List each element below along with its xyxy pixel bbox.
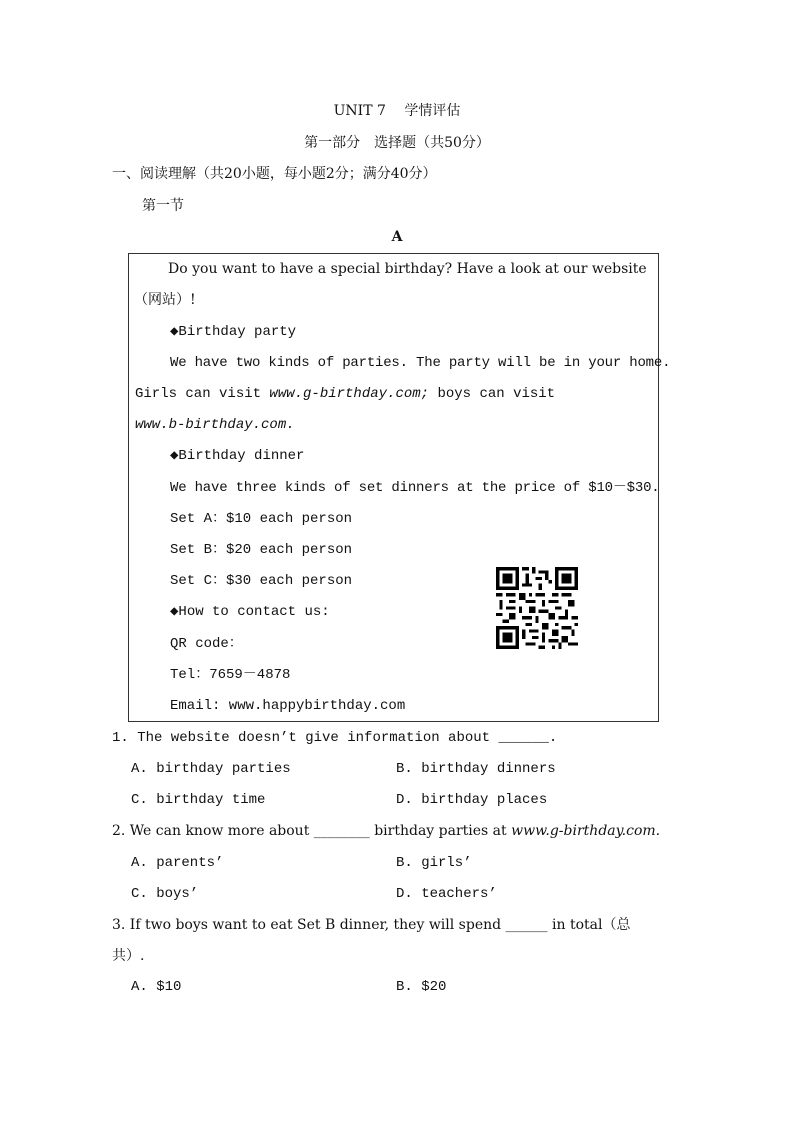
question-2-option-d: D. teachers’ — [396, 886, 497, 902]
party-boys-suffix: boys can visit — [429, 386, 556, 402]
question-3-stem-line-1: 3. If two boys want to eat Set B dinner, they will spend ______ in total（总 — [112, 917, 631, 933]
party-text-line-1: We have two kinds of parties. The party will be in your home. — [170, 355, 671, 371]
question-2-stem-text: 2. We can know more about ________ birthday parties at — [112, 823, 512, 839]
question-2-stem — [112, 822, 660, 840]
question-1-option-d: D. birthday places — [396, 792, 548, 808]
contact-heading: ◆How to contact us: — [170, 604, 330, 620]
question-1-option-b: B. birthday dinners — [396, 761, 556, 777]
qr-code-label: QR code： — [170, 636, 243, 652]
contact-tel: Tel：7659－4878 — [170, 667, 291, 683]
question-2-website: www.g-birthday.com. — [511, 823, 661, 839]
contact-email: Email: www.happybirthday.com — [170, 698, 406, 714]
subsection-title: 第一节 — [142, 198, 184, 214]
question-3-stem-line-2: 共）. — [112, 948, 145, 964]
boys-website-link: www.b-birthday.com. — [135, 417, 295, 433]
question-1-option-a: A. birthday parties — [131, 761, 291, 777]
ad-intro-line-1: Do you want to have a special birthday? Have a look at our website — [168, 261, 647, 277]
unit-title: UNIT 7 学情评估 — [333, 103, 461, 119]
question-3-option-b: B. $20 — [396, 979, 447, 995]
qr-code-icon — [496, 567, 578, 649]
passage-label: A — [391, 229, 403, 245]
party-text-line-2 — [135, 385, 555, 403]
girls-website-link: www.g-birthday.com; — [269, 386, 430, 402]
set-a: Set A：$10 each person — [170, 511, 353, 527]
dinner-heading: ◆Birthday dinner — [170, 448, 305, 464]
ad-intro-line-2: （网站）! — [134, 292, 196, 308]
dinner-text: We have three kinds of set dinners at the price of $10－$30. — [170, 480, 660, 496]
set-c: Set C：$30 each person — [170, 573, 353, 589]
party-heading: ◆Birthday party — [170, 324, 297, 340]
section-title: 一、阅读理解（共20小题，每小题2分；满分40分） — [112, 166, 437, 182]
question-3-option-a: A. $10 — [131, 979, 182, 995]
question-2-option-c: C. boys’ — [131, 886, 199, 902]
set-b: Set B：$20 each person — [170, 542, 353, 558]
question-2-option-a: A. parents’ — [131, 855, 224, 871]
party-girls-prefix: Girls can visit — [135, 386, 270, 402]
question-1-option-c: C. birthday time — [131, 792, 266, 808]
part-title: 第一部分 选择题（共50分） — [304, 135, 490, 151]
question-1-stem: 1. The website doesn’t give information about ______. — [112, 730, 558, 746]
question-2-option-b: B. girls’ — [396, 855, 472, 871]
